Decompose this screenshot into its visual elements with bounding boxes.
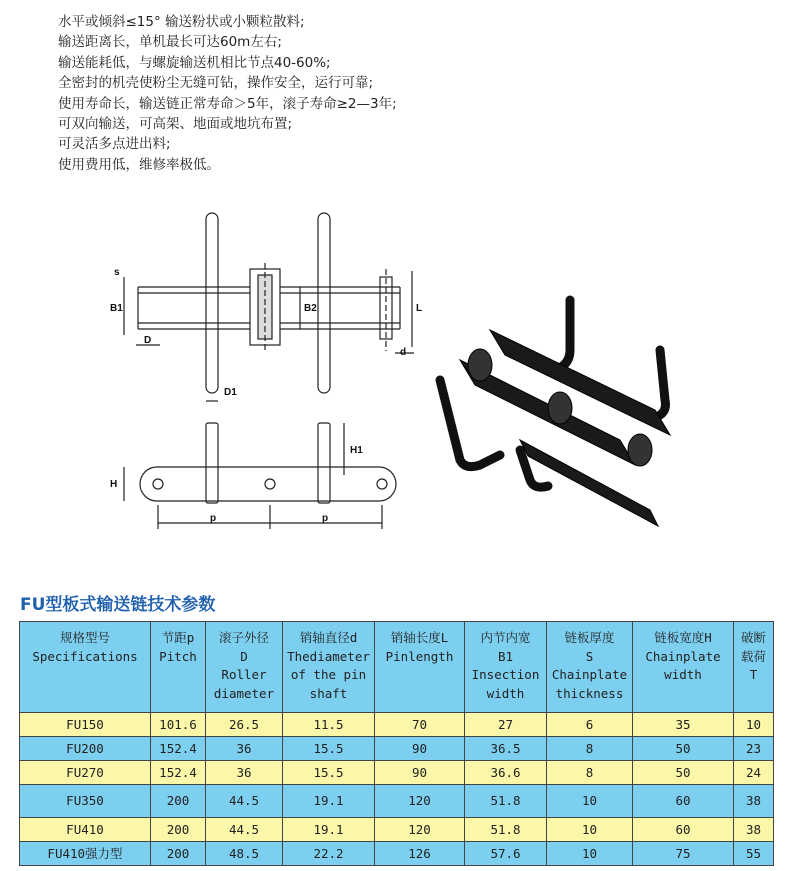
table-row	[20, 785, 774, 818]
cell-inner-width: 27	[465, 713, 547, 737]
cell-inner-width: 51.8	[465, 785, 547, 818]
cell-pin-dia: 19.1	[283, 785, 375, 818]
cell-plate-width: 35	[633, 713, 734, 737]
feature-item: 输送能耗低，与螺旋输送机相比节点40-60%;	[58, 54, 331, 71]
table-row	[20, 818, 774, 842]
header-pin-diameter: 销轴直径d Thediameter of the pin shaft	[283, 622, 375, 713]
dim-label: B2	[304, 303, 317, 314]
cell-roller: 44.5	[206, 785, 283, 818]
cell-roller: 36	[206, 737, 283, 761]
dim-label: D	[144, 335, 152, 346]
dim-label: H1	[350, 445, 363, 456]
cell-pitch: 200	[151, 818, 206, 842]
cell-load: 55	[734, 842, 774, 866]
cell-model: FU270	[20, 761, 151, 785]
cell-thickness: 10	[547, 842, 633, 866]
cell-plate-width: 60	[633, 818, 734, 842]
cell-pin-len: 120	[375, 818, 465, 842]
dim-label: B1	[110, 303, 123, 314]
feature-item: 使用费用低，维修率极低。	[58, 156, 220, 173]
header-breaking-load: 破断 载荷 T	[734, 622, 774, 713]
cell-thickness: 8	[547, 737, 633, 761]
cell-plate-width: 75	[633, 842, 734, 866]
feature-item: 可双向输送，可高架、地面或地坑布置;	[58, 116, 293, 133]
chain-technical-drawing	[100, 205, 430, 545]
spec-table	[19, 621, 774, 866]
cell-inner-width: 57.6	[465, 842, 547, 866]
feature-item: 可灵活多点进出料;	[58, 136, 171, 153]
cell-load: 38	[734, 818, 774, 842]
cell-roller: 36	[206, 761, 283, 785]
cell-pin-dia: 22.2	[283, 842, 375, 866]
cell-pitch: 101.6	[151, 713, 206, 737]
cell-roller: 26.5	[206, 713, 283, 737]
cell-pin-len: 126	[375, 842, 465, 866]
cell-pin-dia: 15.5	[283, 761, 375, 785]
header-inner-width: 内节内宽 B1 Insection width	[465, 622, 547, 713]
cell-pin-len: 90	[375, 761, 465, 785]
cell-thickness: 8	[547, 761, 633, 785]
cell-load: 23	[734, 737, 774, 761]
table-row	[20, 761, 774, 785]
header-pitch: 节距p Pitch	[151, 622, 206, 713]
dim-label: p	[210, 513, 217, 524]
header-roller-diameter: 滚子外径 D Roller diameter	[206, 622, 283, 713]
dim-label: D1	[224, 387, 237, 398]
cell-load: 38	[734, 785, 774, 818]
cell-inner-width: 51.8	[465, 818, 547, 842]
cell-plate-width: 60	[633, 785, 734, 818]
feature-item: 水平或倾斜≤15° 输送粉状或小颗粒散料;	[58, 14, 305, 30]
cell-load: 24	[734, 761, 774, 785]
cell-model: FU410强力型	[20, 842, 151, 866]
header-pin-length: 销轴长度L Pinlength	[375, 622, 465, 713]
dim-label: H	[110, 479, 118, 490]
cell-thickness: 10	[547, 818, 633, 842]
cell-model: FU200	[20, 737, 151, 761]
cell-pin-len: 70	[375, 713, 465, 737]
header-plate-thickness: 链板厚度 S Chainplate thickness	[547, 622, 633, 713]
cell-pin-len: 90	[375, 737, 465, 761]
cell-pin-len: 120	[375, 785, 465, 818]
header-plate-width: 链板宽度H Chainplate width	[633, 622, 734, 713]
cell-pin-dia: 11.5	[283, 713, 375, 737]
cell-pitch: 200	[151, 785, 206, 818]
dim-label: d	[400, 347, 407, 358]
dim-label: p	[322, 513, 329, 524]
cell-plate-width: 50	[633, 737, 734, 761]
cell-pin-dia: 15.5	[283, 737, 375, 761]
dim-label: s	[114, 267, 120, 278]
cell-model: FU410	[20, 818, 151, 842]
cell-inner-width: 36.6	[465, 761, 547, 785]
cell-load: 10	[734, 713, 774, 737]
cell-plate-width: 50	[633, 761, 734, 785]
cell-model: FU350	[20, 785, 151, 818]
cell-pitch: 152.4	[151, 737, 206, 761]
feature-item: 输送距离长，单机最长可达60m左右;	[58, 34, 282, 51]
section-title: FU型板式输送链技术参数	[20, 595, 216, 615]
feature-item: 使用寿命长，输送链正常寿命＞5年，滚子寿命≥2—3年;	[58, 95, 397, 112]
cell-roller: 48.5	[206, 842, 283, 866]
table-row	[20, 842, 774, 866]
feature-item: 全密封的机壳使粉尘无缝可钻，操作安全，运行可靠;	[58, 75, 374, 92]
cell-pitch: 152.4	[151, 761, 206, 785]
table-header-row	[20, 622, 774, 713]
cell-thickness: 10	[547, 785, 633, 818]
feature-list	[58, 12, 758, 175]
dim-label: L	[416, 303, 423, 314]
cell-model: FU150	[20, 713, 151, 737]
cell-inner-width: 36.5	[465, 737, 547, 761]
chain-product-photo	[420, 290, 690, 550]
table-row	[20, 737, 774, 761]
cell-roller: 44.5	[206, 818, 283, 842]
cell-pitch: 200	[151, 842, 206, 866]
cell-thickness: 6	[547, 713, 633, 737]
cell-pin-dia: 19.1	[283, 818, 375, 842]
table-row	[20, 713, 774, 737]
header-specifications: 规格型号 Specifications	[20, 622, 151, 713]
